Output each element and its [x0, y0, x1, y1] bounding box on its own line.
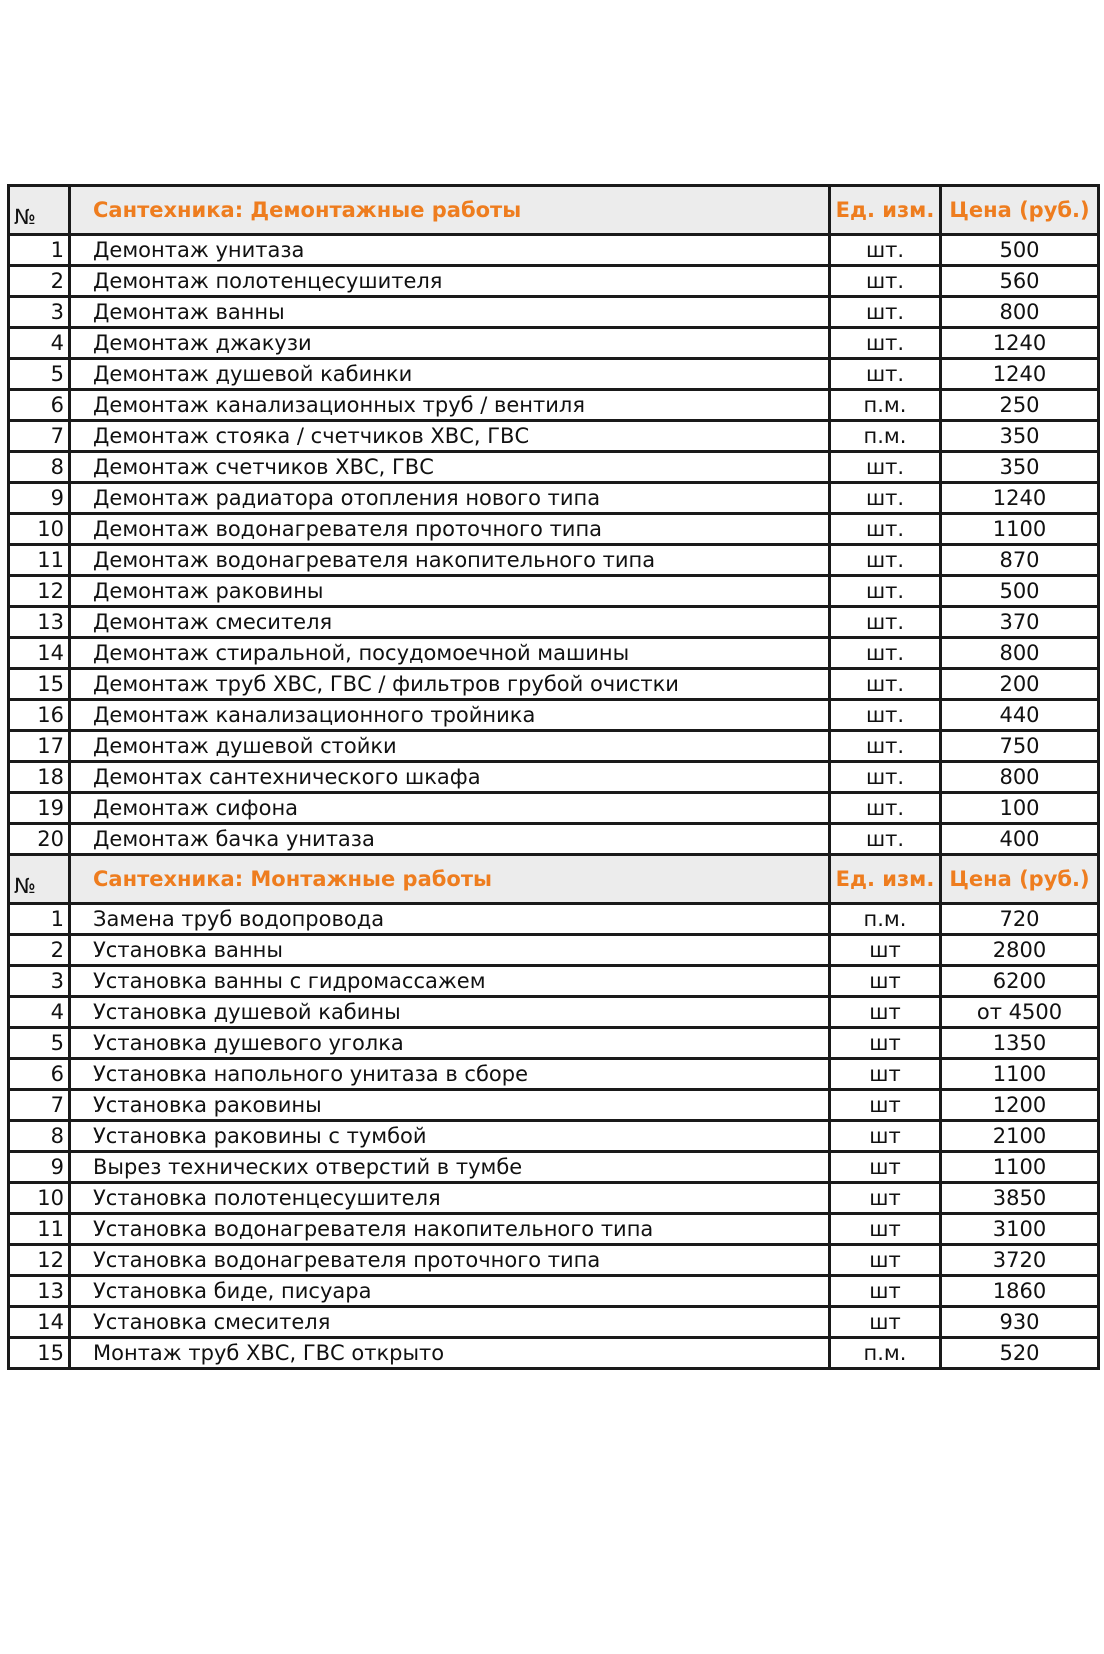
- service-name: Замена труб водопровода: [70, 904, 830, 935]
- table-row: [9, 904, 1099, 935]
- table-row: [9, 576, 1099, 607]
- price-cell: 1100: [941, 1152, 1099, 1183]
- table-row: [9, 1183, 1099, 1214]
- table-row: [9, 1276, 1099, 1307]
- table-row: [9, 824, 1099, 855]
- service-name: Установка раковины с тумбой: [70, 1121, 830, 1152]
- price-cell: 3850: [941, 1183, 1099, 1214]
- unit-cell: шт.: [830, 824, 941, 855]
- unit-cell: шт: [830, 1276, 941, 1307]
- unit-cell: шт.: [830, 576, 941, 607]
- price-cell: 6200: [941, 966, 1099, 997]
- unit-cell: шт.: [830, 297, 941, 328]
- service-name: Демонтаж стояка / счетчиков ХВС, ГВС: [70, 421, 830, 452]
- row-number: 5: [9, 1028, 70, 1059]
- row-number: 5: [9, 359, 70, 390]
- table-row: [9, 935, 1099, 966]
- unit-cell: п.м.: [830, 421, 941, 452]
- service-name: Демонтаж душевой стойки: [70, 731, 830, 762]
- row-number: 4: [9, 328, 70, 359]
- unit-cell: шт.: [830, 731, 941, 762]
- price-cell: 3720: [941, 1245, 1099, 1276]
- unit-cell: шт: [830, 1059, 941, 1090]
- table-row: [9, 1121, 1099, 1152]
- row-number: 20: [9, 824, 70, 855]
- row-number: 13: [9, 1276, 70, 1307]
- service-name: Демонтаж сифона: [70, 793, 830, 824]
- service-name: Демонтаж ванны: [70, 297, 830, 328]
- service-name: Демонтах сантехнического шкафа: [70, 762, 830, 793]
- table-row: [9, 997, 1099, 1028]
- price-cell: 1100: [941, 1059, 1099, 1090]
- unit-cell: шт: [830, 1090, 941, 1121]
- unit-column-header: Ед. изм.: [830, 855, 941, 904]
- section-header-row: [9, 855, 1099, 904]
- row-number: 12: [9, 1245, 70, 1276]
- service-name: Установка полотенцесушителя: [70, 1183, 830, 1214]
- unit-cell: п.м.: [830, 390, 941, 421]
- row-number: 18: [9, 762, 70, 793]
- row-number: 19: [9, 793, 70, 824]
- price-table: [7, 184, 1100, 1370]
- section-header-row: [9, 186, 1099, 235]
- section-title: Сантехника: Монтажные работы: [70, 855, 830, 904]
- price-column-header: Цена (руб.): [941, 186, 1099, 235]
- price-cell: 1240: [941, 328, 1099, 359]
- price-cell: 500: [941, 235, 1099, 266]
- price-cell: 500: [941, 576, 1099, 607]
- table-row: [9, 1028, 1099, 1059]
- unit-cell: шт: [830, 1121, 941, 1152]
- price-column-header: Цена (руб.): [941, 855, 1099, 904]
- row-number: 4: [9, 997, 70, 1028]
- table-row: [9, 1245, 1099, 1276]
- service-name: Установка водонагревателя проточного типа: [70, 1245, 830, 1276]
- unit-cell: шт.: [830, 762, 941, 793]
- unit-cell: шт: [830, 1028, 941, 1059]
- table-row: [9, 731, 1099, 762]
- price-cell: от 4500: [941, 997, 1099, 1028]
- price-cell: 2800: [941, 935, 1099, 966]
- service-name: Демонтаж полотенцесушителя: [70, 266, 830, 297]
- price-cell: 520: [941, 1338, 1099, 1369]
- row-number: 9: [9, 483, 70, 514]
- service-name: Демонтаж канализационного тройника: [70, 700, 830, 731]
- price-cell: 1350: [941, 1028, 1099, 1059]
- table-row: [9, 762, 1099, 793]
- row-number: 10: [9, 514, 70, 545]
- service-name: Демонтаж джакузи: [70, 328, 830, 359]
- section-title: Сантехника: Демонтажные работы: [70, 186, 830, 235]
- row-number: 16: [9, 700, 70, 731]
- table-row: [9, 266, 1099, 297]
- service-name: Установка смесителя: [70, 1307, 830, 1338]
- price-cell: 2100: [941, 1121, 1099, 1152]
- service-name: Демонтаж стиральной, посудомоечной машины: [70, 638, 830, 669]
- service-name: Установка биде, писуара: [70, 1276, 830, 1307]
- price-cell: 350: [941, 421, 1099, 452]
- price-cell: 930: [941, 1307, 1099, 1338]
- unit-cell: шт.: [830, 607, 941, 638]
- service-name: Демонтаж водонагревателя накопительного типа: [70, 545, 830, 576]
- service-name: Демонтаж бачка унитаза: [70, 824, 830, 855]
- row-number: 1: [9, 904, 70, 935]
- number-column-header: №: [9, 186, 70, 235]
- row-number: 13: [9, 607, 70, 638]
- service-name: Установка душевой кабины: [70, 997, 830, 1028]
- unit-cell: шт: [830, 966, 941, 997]
- service-name: Демонтаж смесителя: [70, 607, 830, 638]
- price-cell: 1240: [941, 359, 1099, 390]
- price-cell: 3100: [941, 1214, 1099, 1245]
- service-name: Демонтаж раковины: [70, 576, 830, 607]
- row-number: 14: [9, 1307, 70, 1338]
- row-number: 2: [9, 266, 70, 297]
- row-number: 15: [9, 1338, 70, 1369]
- unit-cell: шт.: [830, 235, 941, 266]
- table-row: [9, 638, 1099, 669]
- price-cell: 560: [941, 266, 1099, 297]
- unit-cell: шт.: [830, 638, 941, 669]
- table-row: [9, 328, 1099, 359]
- unit-cell: шт: [830, 1183, 941, 1214]
- row-number: 9: [9, 1152, 70, 1183]
- unit-cell: шт.: [830, 793, 941, 824]
- table-row: [9, 607, 1099, 638]
- row-number: 8: [9, 452, 70, 483]
- row-number: 3: [9, 966, 70, 997]
- unit-cell: шт.: [830, 700, 941, 731]
- price-cell: 250: [941, 390, 1099, 421]
- table-row: [9, 966, 1099, 997]
- service-name: Установка ванны с гидромассажем: [70, 966, 830, 997]
- service-name: Установка душевого уголка: [70, 1028, 830, 1059]
- unit-cell: шт.: [830, 545, 941, 576]
- price-cell: 800: [941, 297, 1099, 328]
- table-row: [9, 483, 1099, 514]
- unit-cell: шт.: [830, 483, 941, 514]
- row-number: 6: [9, 1059, 70, 1090]
- price-cell: 200: [941, 669, 1099, 700]
- unit-cell: шт: [830, 1152, 941, 1183]
- unit-cell: шт: [830, 1245, 941, 1276]
- table-row: [9, 669, 1099, 700]
- unit-cell: шт.: [830, 669, 941, 700]
- table-row: [9, 545, 1099, 576]
- table-row: [9, 700, 1099, 731]
- unit-cell: шт.: [830, 514, 941, 545]
- price-cell: 100: [941, 793, 1099, 824]
- row-number: 6: [9, 390, 70, 421]
- unit-cell: шт: [830, 1307, 941, 1338]
- price-cell: 1240: [941, 483, 1099, 514]
- price-cell: 440: [941, 700, 1099, 731]
- price-cell: 1100: [941, 514, 1099, 545]
- table-row: [9, 1307, 1099, 1338]
- row-number: 10: [9, 1183, 70, 1214]
- row-number: 11: [9, 1214, 70, 1245]
- price-cell: 870: [941, 545, 1099, 576]
- table-row: [9, 793, 1099, 824]
- unit-cell: шт.: [830, 452, 941, 483]
- row-number: 3: [9, 297, 70, 328]
- table-row: [9, 1090, 1099, 1121]
- service-name: Демонтаж канализационных труб / вентиля: [70, 390, 830, 421]
- row-number: 17: [9, 731, 70, 762]
- unit-cell: п.м.: [830, 1338, 941, 1369]
- price-cell: 800: [941, 762, 1099, 793]
- table-row: [9, 1214, 1099, 1245]
- table-row: [9, 1059, 1099, 1090]
- table-row: [9, 297, 1099, 328]
- unit-cell: шт.: [830, 328, 941, 359]
- price-cell: 400: [941, 824, 1099, 855]
- table-row: [9, 359, 1099, 390]
- row-number: 7: [9, 421, 70, 452]
- unit-cell: шт.: [830, 266, 941, 297]
- service-name: Вырез технических отверстий в тумбе: [70, 1152, 830, 1183]
- row-number: 7: [9, 1090, 70, 1121]
- table-row: [9, 421, 1099, 452]
- service-name: Демонтаж унитаза: [70, 235, 830, 266]
- service-name: Установка ванны: [70, 935, 830, 966]
- row-number: 1: [9, 235, 70, 266]
- price-cell: 750: [941, 731, 1099, 762]
- row-number: 14: [9, 638, 70, 669]
- unit-cell: шт: [830, 935, 941, 966]
- row-number: 2: [9, 935, 70, 966]
- service-name: Монтаж труб ХВС, ГВС открыто: [70, 1338, 830, 1369]
- price-cell: 370: [941, 607, 1099, 638]
- service-name: Демонтаж душевой кабинки: [70, 359, 830, 390]
- service-name: Установка раковины: [70, 1090, 830, 1121]
- price-cell: 350: [941, 452, 1099, 483]
- service-name: Демонтаж счетчиков ХВС, ГВС: [70, 452, 830, 483]
- table-row: [9, 390, 1099, 421]
- row-number: 12: [9, 576, 70, 607]
- number-column-header: №: [9, 855, 70, 904]
- service-name: Установка водонагревателя накопительного типа: [70, 1214, 830, 1245]
- table-row: [9, 514, 1099, 545]
- unit-cell: п.м.: [830, 904, 941, 935]
- unit-cell: шт: [830, 997, 941, 1028]
- unit-cell: шт.: [830, 359, 941, 390]
- service-name: Демонтаж водонагревателя проточного типа: [70, 514, 830, 545]
- table-row: [9, 235, 1099, 266]
- price-cell: 720: [941, 904, 1099, 935]
- table-row: [9, 1152, 1099, 1183]
- table-row: [9, 452, 1099, 483]
- service-name: Демонтаж радиатора отопления нового типа: [70, 483, 830, 514]
- unit-column-header: Ед. изм.: [830, 186, 941, 235]
- row-number: 11: [9, 545, 70, 576]
- table-row: [9, 1338, 1099, 1369]
- row-number: 15: [9, 669, 70, 700]
- price-cell: 1860: [941, 1276, 1099, 1307]
- service-name: Установка напольного унитаза в сборе: [70, 1059, 830, 1090]
- service-name: Демонтаж труб ХВС, ГВС / фильтров грубой очистки: [70, 669, 830, 700]
- price-cell: 800: [941, 638, 1099, 669]
- price-cell: 1200: [941, 1090, 1099, 1121]
- row-number: 8: [9, 1121, 70, 1152]
- unit-cell: шт: [830, 1214, 941, 1245]
